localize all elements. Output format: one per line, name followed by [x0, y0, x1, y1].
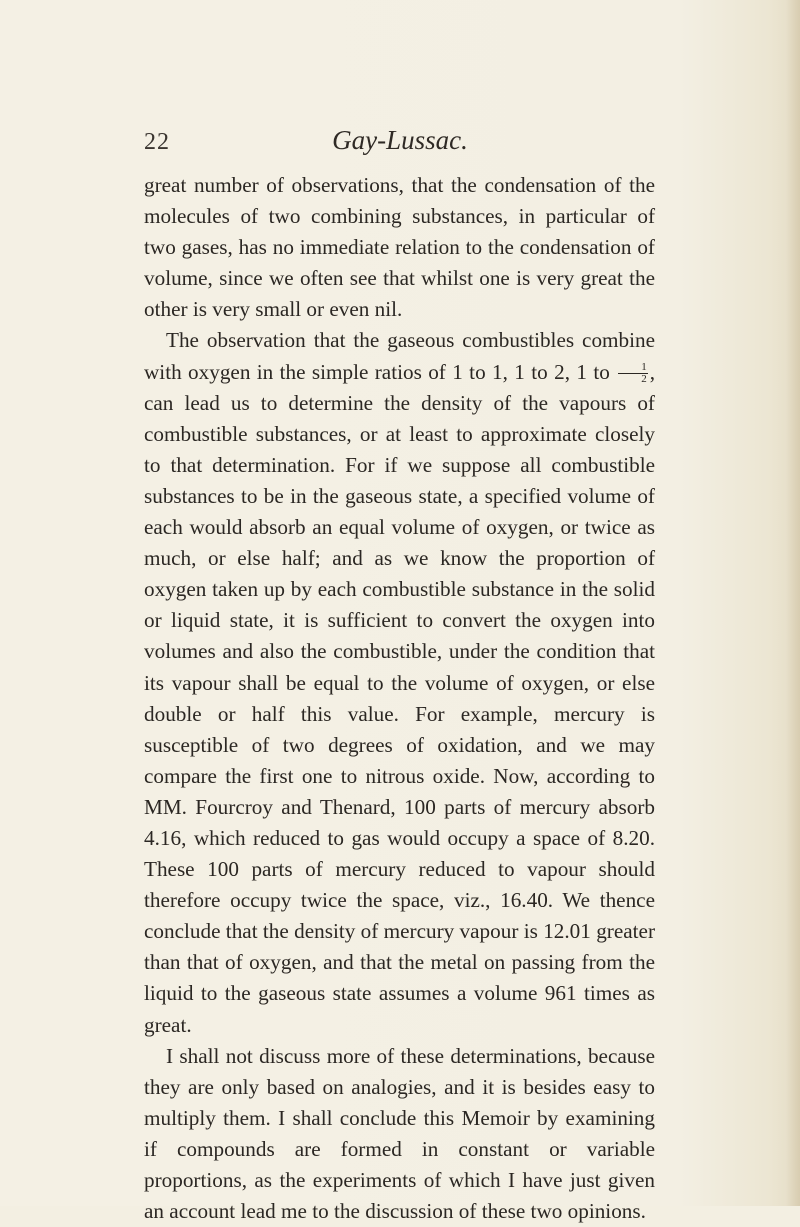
page-edge-shadow	[786, 0, 800, 1206]
paragraph	[144, 325, 655, 1040]
paragraph: I shall not discuss more of these determinations, because they are only based on analogies, and it is besides easy to multiply them. I shall conclude this Memoir by examining if compounds are formed in constant or variable proportions, as the experiments of which I have just given an account lead me to the discussion of these two opinions.	[144, 1043, 655, 1224]
paragraph: great number of observations, that the condensation of the molecules of two combining substances, in particular of two gases, has no immediate relation to the condensation of volume, since we often see that whilst one is very great the other is very small or even nil.	[144, 173, 655, 322]
fraction-one-half	[618, 362, 648, 385]
page-header	[0, 125, 800, 159]
body-text	[144, 170, 655, 1227]
fraction-numerator: 1	[618, 362, 648, 374]
running-title: Gay-Lussac.	[332, 125, 468, 155]
paragraph-text: The observation that the gaseous combustibles combine with oxygen in the simple ratios of 1 to 1, 1 to 2, 1 to	[144, 328, 655, 384]
page-number: 22	[144, 129, 170, 155]
fraction-denominator: 2	[641, 373, 647, 386]
paragraph-text: , can lead us to determine the density of the vapours of combustible substances, or at least to approximate closely to that determination. For if we suppose all combustible substances to be in the gaseous state, a specified volume of each would absorb an equal volume of oxygen, or twice as much, or else half; and as we know the proportion of oxygen taken up by each combustible substance in the solid or liquid state, it is sufficient to convert the oxygen into volumes and also the combustible, under the condition that its vapour shall be equal to the volume of oxygen, or else double or half this value. For example, mercury is susceptible of two degrees of oxidation, and we may compare the first one to nitrous oxide. Now, according to MM. Fourcroy and Thenard, 100 parts of mercury absorb 4.16, which reduced to gas would occupy a space of 8.20. These 100 parts of mercury reduced to vapour should therefore occupy twice the space, viz., 16.40. We thence conclude that the density of mercury vapour is 12.01 greater than that of oxygen, and that the metal on passing from the liquid to the gaseous state assumes a volume 961 times as great.	[144, 359, 655, 1037]
